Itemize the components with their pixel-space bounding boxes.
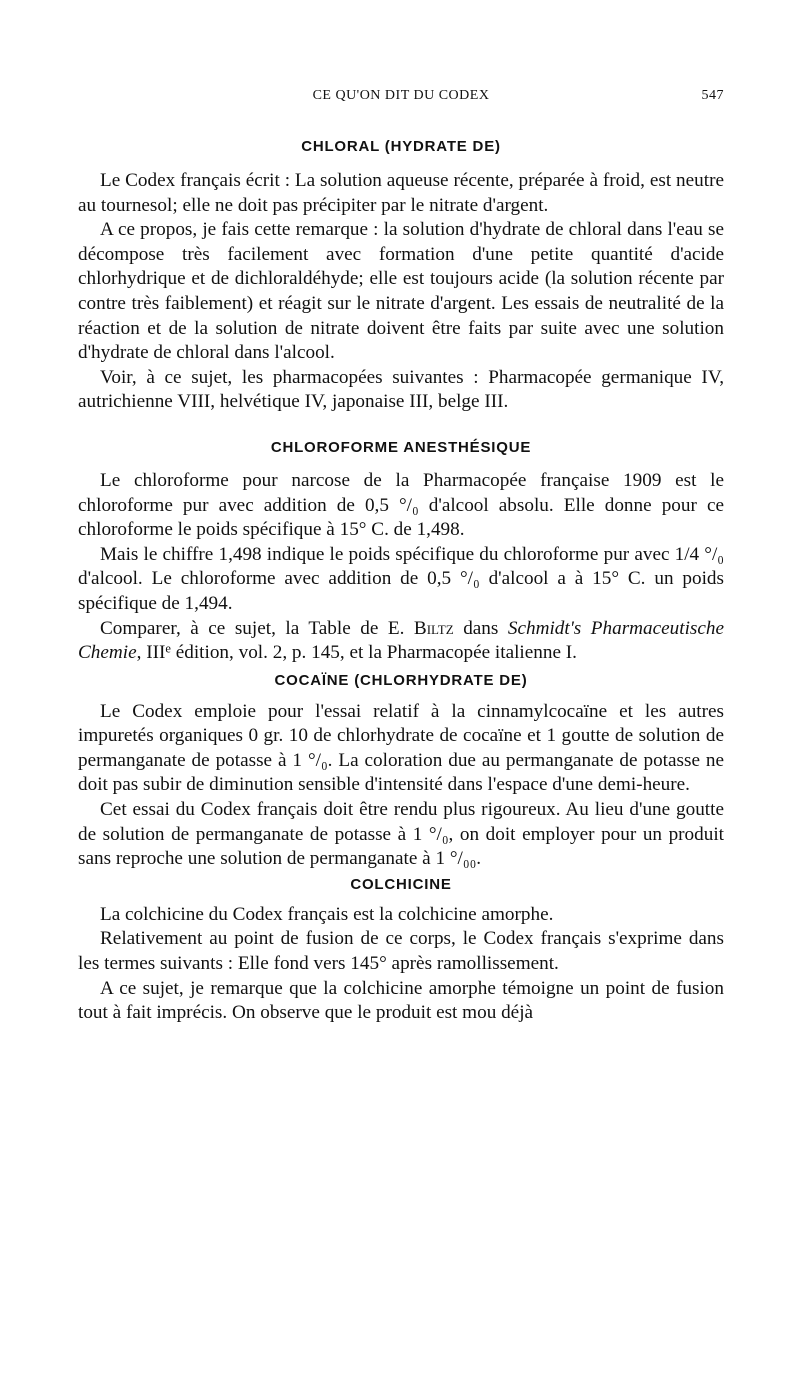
paragraph: Relativement au point de fusion de ce corps, le Codex français s'exprime dans les termes suivants : Elle fond vers 145° après ramollissement.	[78, 928, 724, 975]
paragraph: Le Codex emploie pour l'essai relatif à la cinnamylcocaïne et les autres impuretés organiques 0 gr. 10 de chlorhydrate de cocaïne et 1 goutte de solution de permanganate de potasse à 1 °/₀. La coloration due au permanganate de potasse ne doit pas subir de diminution sensible d'intensité dans l'espace d'une demi-heure.	[78, 700, 724, 796]
author-name: Biltz	[413, 617, 454, 639]
running-title: CE QU'ON DIT DU CODEX	[312, 88, 490, 103]
book-title: Schmidt's Pharmaceutische Chemie	[78, 617, 724, 664]
paragraph: Le Codex français écrit : La solution aqueuse récente, préparée à froid, est neutre au tournesol; elle ne doit pas précipiter par le nitrate d'argent.	[78, 170, 724, 216]
paragraph: La colchicine du Codex français est la colchicine amorphe.	[100, 903, 554, 925]
section-title-cocaine: COCAÏNE (CHLORHYDRATE DE)	[274, 671, 528, 689]
section-title-chloral: CHLORAL (HYDRATE DE)	[301, 138, 501, 155]
paragraph: Le chloroforme pour narcose de la Pharmacopée française 1909 est le chloroforme pur avec addition de 0,5 °/₀ d'alcool absolu. Elle donne pour ce chloroforme le poids spécifique à 15° C. de 1,498.	[78, 469, 724, 541]
text: , III	[136, 642, 166, 664]
text: Comparer, à ce sujet, la Table de E.	[100, 617, 414, 639]
edition-superscript: e	[165, 641, 171, 656]
running-header	[78, 88, 724, 110]
page-number: 547	[701, 88, 724, 103]
paragraph: A ce propos, je fais cette remarque : la solution d'hydrate de chloral dans l'eau se décompose très facilement avec formation d'une petite quantité d'acide chlorhydrique et de dichloraldéhyde; elle est toujours acide (la solution récente par contre très faiblement) et réagit sur le nitrate d'argent. Les essais de neutralité de la réaction et de la solution de nitrate doivent être faits par suite avec une solution d'hydrate de chloral dans l'alcool.	[78, 219, 724, 364]
paragraph: Cet essai du Codex français doit être rendu plus rigoureux. Au lieu d'une goutte de solution de permanganate de potasse à 1 °/₀, on doit employer pour un produit sans reproche une solution de permanganate à 1 °/₀₀.	[78, 799, 724, 870]
section-title-chloroforme: CHLOROFORME ANESTHÉSIQUE	[270, 438, 532, 456]
paragraph-comparer	[78, 617, 724, 666]
section-title-colchicine: COLCHICINE	[350, 875, 452, 893]
page-body	[78, 138, 724, 1026]
paragraph: A ce sujet, je remarque que la colchicine amorphe témoigne un point de fusion tout à fait imprécis. On observe que le produit est mou déjà	[78, 977, 724, 1024]
text: dans	[453, 617, 508, 639]
text: édition, vol. 2, p. 145, et la Pharmacopée italienne I.	[170, 642, 577, 664]
paragraph: Mais le chiffre 1,498 indique le poids spécifique du chloroforme pur avec 1/4 °/₀ d'alcool. Le chloroforme avec addition de 0,5 °/₀ d'alcool a à 15° C. un poids spécifique de 1,494.	[78, 543, 724, 614]
paragraph: Voir, à ce sujet, les pharmacopées suivantes : Pharmacopée germanique IV, autrichienne VIII, helvétique IV, japonaise III, belge III.	[78, 366, 724, 413]
